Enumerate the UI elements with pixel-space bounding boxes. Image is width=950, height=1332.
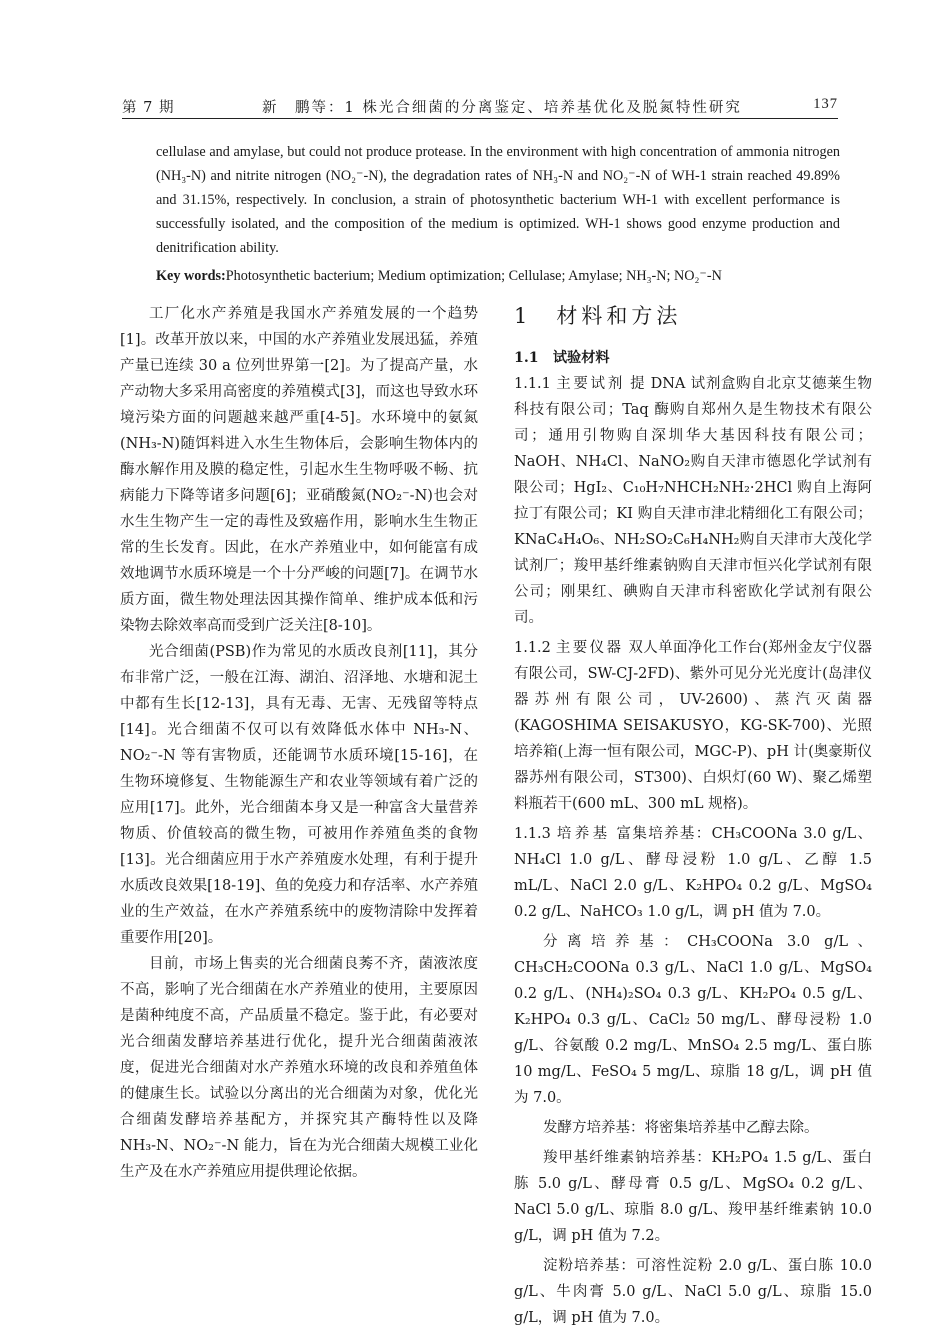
abstract-block (156, 140, 840, 288)
item-reagents (514, 371, 872, 631)
issue-number: 第 7 期 (122, 100, 175, 116)
intro-paragraph-2: 光合细菌(PSB)作为常见的水质改良剂[11]，其分布非常广泛，一般在江海、湖泊、沼泽地、水塘和泥土中都有生长[12-13]，具有无毒、无害、无残留等特点[14]。光合细菌不仅可以有效降低水体中 NH₃-N、NO₂⁻-N 等有害物质，还能调节水质环境[15-16]，在生物环境修复、生物能源生产和农业等领域有着广泛的应用[17]。此外，光合细菌本身又是一种富含大量营养物质、价值较高的微生物，可被用作养殖鱼类的食物[13]。光合细菌应用于水产养殖废水处理，有利于提升水质改良效果[18-19]、鱼的免疫力和存活率、水产养殖业的生产效益，在水产养殖系统中的废物清除中发挥着重要作用[20]。 (120, 644, 478, 946)
keywords-text: Photosynthetic bacterium; Medium optimization; Cellulase; Amylase; NH₃-N; NO₂⁻-N (225, 268, 722, 284)
item-number: 1.1.2 (514, 640, 551, 656)
item-label: 主要仪器 (555, 640, 624, 656)
item-text: 双人单面净化工作台(郑州金友宁仪器有限公司，SW-CJ-2FD)、紫外可见分光光度计(岛津仪器苏州有限公司，UV-2600)、蒸汽灭菌器(KAGOSHIMA SEISAKUSYO，KG-SK-700)、光照培养箱(上海一恒有限公司，MGC-P)、pH 计(奥豪斯仪器苏州有限公司，ST300)、白炽灯(60 W)、聚乙烯塑料瓶若干(600 mL、300 mL 规格)。 (514, 640, 873, 812)
item-label: 培养基 (556, 826, 611, 842)
subsection-title: 1.1 试验材料 (514, 350, 610, 366)
item-number: 1.1.1 (514, 376, 551, 392)
separation-medium: 分离培养基：CH₃COONa 3.0 g/L、CH₃CH₂COONa 0.3 g/L、NaCl 1.0 g/L、MgSO₄ 0.2 g/L、(NH₄)₂SO₄ 0.3 g/L、KH₂PO₄ 0.5 g/L、K₂HPO₄ 0.3 g/L、CaCl₂ 50 mg/L、酵母浸粉 1.0 g/L、谷氨酸 0.2 mg/L、MnSO₄ 2.5 mg/L、蛋白胨 10 mg/L、FeSO₄ 5 mg/L、琼脂 18 g/L，调 pH 值为 7.0。 (514, 934, 872, 1106)
cmc-medium: 羧甲基纤维素钠培养基：KH₂PO₄ 1.5 g/L、蛋白胨 5.0 g/L、酵母膏 0.5 g/L、MgSO₄ 0.2 g/L、NaCl 5.0 g/L、琼脂 8.0 g/L、羧甲基纤维素钠 10.0 g/L，调 pH 值为 7.2。 (514, 1150, 872, 1244)
item-instruments (514, 635, 872, 817)
section-title: 1 材料和方法 (514, 304, 682, 328)
abstract-text: cellulase and amylase, but could not produce protease. In the environment with high concentration of ammonia nitrogen (NH₃-N) and nitrite nitrogen (NO₂⁻-N), the degradation rates of NH₃-N and NO₂⁻-N of WH-1 strain reached 49.89% and 31.15%, respectively. In conclusion, a strain of photosynthetic bacterium WH-1 with excellent performance is successfully isolated, and the composition of the medium is optimized. WH-1 shows good enzyme production and denitrification ability. (156, 144, 840, 256)
running-header (122, 92, 838, 119)
starch-medium: 淀粉培养基：可溶性淀粉 2.0 g/L、蛋白胨 10.0 g/L、牛肉膏 5.0 g/L、NaCl 5.0 g/L、琼脂 15.0 g/L，调 pH 值为 7.0。 (514, 1258, 872, 1326)
right-column (514, 301, 872, 1331)
page-number: 137 (813, 96, 838, 112)
intro-paragraph-3: 目前，市场上售卖的光合细菌良莠不齐，菌液浓度不高，影响了光合细菌在水产养殖业的使用，主要原因是菌种纯度不高，产品质量不稳定。鉴于此，有必要对光合细菌发酵培养基进行优化，提升光合细菌菌液浓度，促进光合细菌对水产养殖水环境的改良和养殖鱼体的健康生长。试验以分离出的光合细菌为对象，优化光合细菌发酵培养基配方，并探究其产酶特性以及降 NH₃-N、NO₂⁻-N 能力，旨在为光合细菌大规模工业化生产及在水产养殖应用提供理论依据。 (120, 956, 478, 1180)
fermentation-medium: 发酵方培养基：将密集培养基中乙醇去除。 (543, 1120, 819, 1136)
item-number: 1.1.3 (514, 826, 551, 842)
intro-paragraph-1: 工厂化水产养殖是我国水产养殖发展的一个趋势[1]。改革开放以来，中国的水产养殖业发展迅猛，养殖产量已连续 30 a 位列世界第一[2]。为了提高产量，水产动物大多采用高密度的养殖模式[3]，而这也导致水环境污染方面的问题越来越严重[4-5]。水环境中的氨氮(NH₃-N)随饵料进入水生生物体后，会影响生物体内的酶水解作用及膜的稳定性，引起水生生物呼吸不畅、抗病能力下降等诸多问题[6]；亚硝酸氮(NO₂⁻-N)也会对水生生物产生一定的毒性及致癌作用，影响水生生物正常的生长发育。因此，在水产养殖业中，如何能富有成效地调节水质环境是一个十分严峻的问题[7]。在调节水质方面，微生物处理法因其操作简单、维护成本低和污染物去除效率高而受到广泛关注[8-10]。 (120, 306, 478, 634)
left-column (120, 301, 478, 1185)
keywords-label: Key words: (156, 268, 226, 284)
keywords-line (156, 264, 840, 288)
item-media (514, 821, 872, 925)
item-text: 富集培养基：CH₃COONa 3.0 g/L、NH₄Cl 1.0 g/L、酵母浸粉 1.0 g/L、乙醇 1.5 mL/L、NaCl 2.0 g/L、K₂HPO₄ 0.2 g/L、MgSO₄ 0.2 g/L、NaHCO₃ 1.0 g/L，调 pH 值为 7.0。 (514, 826, 873, 920)
item-text: 提 DNA 试剂盒购自北京艾德莱生物科技有限公司；Taq 酶购自郑州久是生物技术有限公司；通用引物购自深圳华大基因科技有限公司；NaOH、NH₄Cl、NaNO₂购自天津市德恩化学试剂有限公司；HgI₂、C₁₀H₇NHCH₂NH₂·2HCl 购自上海阿拉丁有限公司；KI 购自天津市津北精细化工有限公司；KNaC₄H₄O₆、NH₂SO₂C₆H₄NH₂购自天津市大茂化学试剂厂；羧甲基纤维素钠购自天津市恒兴化学试剂有限公司；刚果红、碘购自天津市科密欧化学试剂有限公司。 (514, 376, 872, 626)
running-title: 新 鹏等：1 株光合细菌的分离鉴定、培养基优化及脱氮特性研究 (262, 100, 742, 116)
item-label: 主要试剂 (556, 376, 625, 392)
